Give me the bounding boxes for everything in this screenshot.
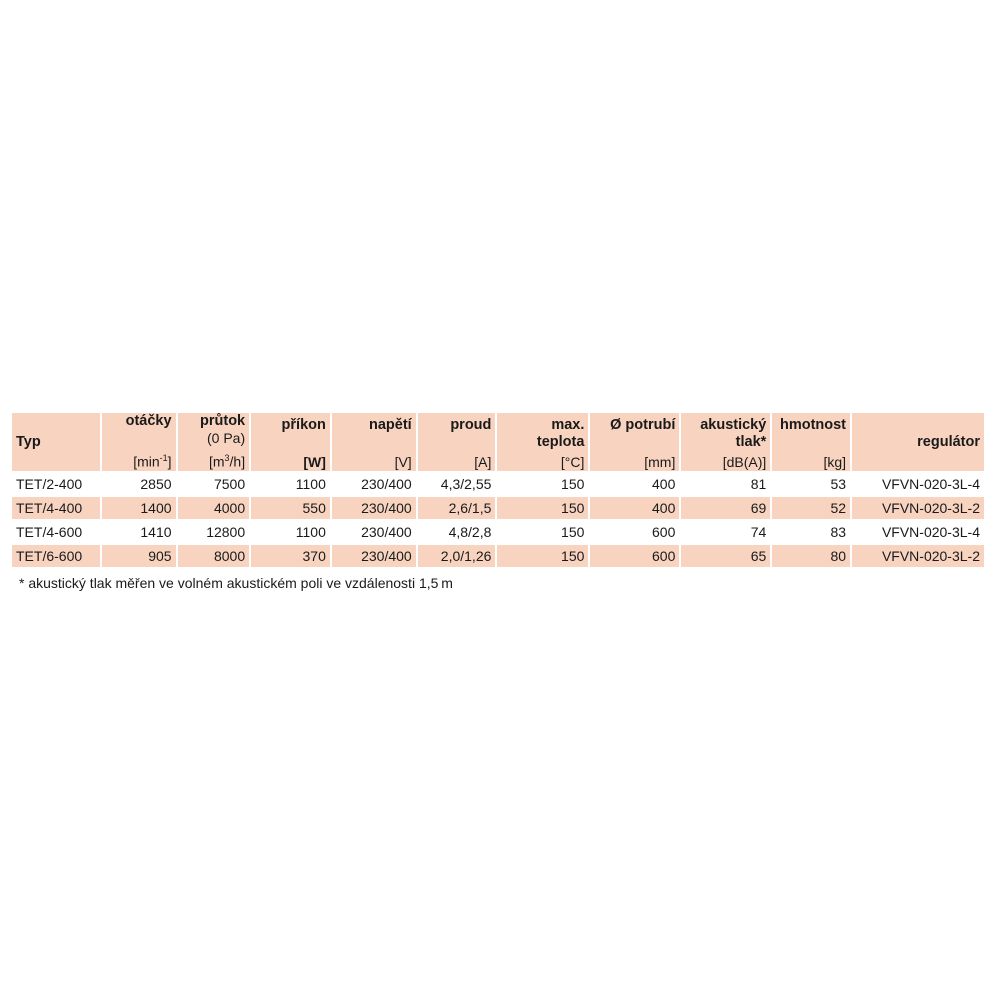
spec-table-wrapper bbox=[12, 411, 985, 569]
cell-hmotnost: 80 bbox=[772, 545, 850, 567]
cell-otacky: 905 bbox=[102, 545, 176, 567]
cell-regulator: VFVN-020-3L-2 bbox=[852, 545, 984, 567]
cell-otacky: 2850 bbox=[140, 476, 172, 492]
header-potrubi: Ø potrubí [mm] bbox=[590, 413, 679, 471]
cell-akusticky-tlak: 69 bbox=[681, 497, 770, 519]
cell-prikon: 1100 bbox=[295, 524, 326, 540]
header-prikon: příkon [W] bbox=[251, 413, 330, 471]
table-row bbox=[12, 473, 984, 495]
cell-potrubi: 400 bbox=[652, 476, 676, 492]
cell-typ: TET/4-400 bbox=[12, 497, 100, 519]
cell-napeti: 230/400 bbox=[361, 524, 412, 540]
cell-prutok: 4000 bbox=[178, 497, 250, 519]
cell-max-teplota: 150 bbox=[561, 476, 585, 492]
spec-table bbox=[10, 411, 986, 569]
cell-max-teplota: 150 bbox=[561, 524, 585, 540]
cell-napeti: 230/400 bbox=[332, 497, 416, 519]
cell-typ: TET/2-400 bbox=[16, 476, 83, 492]
header-akusticky-tlak: akustický tlak* [dB(A)] bbox=[681, 413, 770, 471]
cell-prutok: 12800 bbox=[206, 524, 246, 540]
cell-regulator: VFVN-020-3L-4 bbox=[881, 476, 980, 492]
cell-proud: 4,3/2,55 bbox=[440, 476, 492, 492]
cell-max-teplota: 150 bbox=[497, 497, 588, 519]
header-typ: Typ bbox=[12, 413, 100, 471]
cell-prutok: 7500 bbox=[213, 476, 246, 492]
cell-otacky: 1400 bbox=[102, 497, 176, 519]
cell-prutok: 8000 bbox=[178, 545, 250, 567]
cell-potrubi: 400 bbox=[590, 497, 679, 519]
cell-proud: 4,8/2,8 bbox=[448, 524, 492, 540]
cell-regulator: VFVN-020-3L-2 bbox=[852, 497, 984, 519]
header-otacky: otáčky $[\min^{-1}]$ bbox=[102, 413, 176, 471]
cell-proud: 2,0/1,26 bbox=[418, 545, 496, 567]
cell-otacky: 1410 bbox=[140, 524, 172, 540]
cell-typ: TET/4-600 bbox=[16, 524, 83, 540]
cell-napeti: 230/400 bbox=[361, 476, 412, 492]
cell-hmotnost: 52 bbox=[772, 497, 850, 519]
header-row bbox=[12, 413, 984, 471]
header-max-teplota: max. teplota [°C] bbox=[497, 413, 588, 471]
table-row bbox=[12, 521, 984, 543]
cell-akusticky-tlak: 74 bbox=[750, 524, 767, 540]
cell-hmotnost: 53 bbox=[830, 476, 847, 492]
footnote: * akustický tlak měřen ve volném akustickém poli ve vzdálenosti 1,5 m bbox=[19, 575, 453, 591]
cell-potrubi: 600 bbox=[652, 524, 676, 540]
cell-hmotnost: 83 bbox=[830, 524, 847, 540]
header-prutok: průtok (0 Pa) $[m^3/h]$ bbox=[178, 413, 250, 471]
cell-prikon: 370 bbox=[251, 545, 330, 567]
header-napeti: napětí [V] bbox=[332, 413, 416, 471]
header-regulator: regulátor bbox=[852, 413, 984, 471]
cell-prikon: 550 bbox=[251, 497, 330, 519]
cell-max-teplota: 150 bbox=[497, 545, 588, 567]
cell-typ: TET/6-600 bbox=[12, 545, 100, 567]
cell-akusticky-tlak: 65 bbox=[681, 545, 770, 567]
cell-prikon: 1100 bbox=[295, 476, 326, 492]
table-row bbox=[12, 545, 984, 567]
table-row bbox=[12, 497, 984, 519]
table-body bbox=[12, 473, 984, 567]
cell-potrubi: 600 bbox=[590, 545, 679, 567]
cell-napeti: 230/400 bbox=[332, 545, 416, 567]
cell-akusticky-tlak: 81 bbox=[750, 476, 767, 492]
cell-proud: 2,6/1,5 bbox=[418, 497, 496, 519]
header-hmotnost: hmotnost [kg] bbox=[772, 413, 850, 471]
header-proud: proud [A] bbox=[418, 413, 496, 471]
cell-regulator: VFVN-020-3L-4 bbox=[881, 524, 980, 540]
